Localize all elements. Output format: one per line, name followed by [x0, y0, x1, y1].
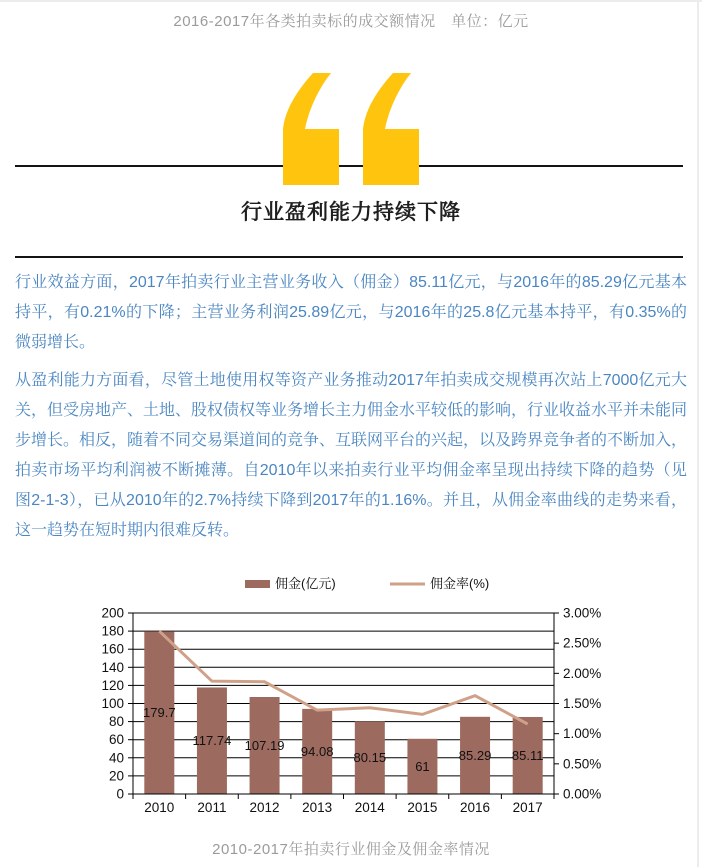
svg-text:2011: 2011 [197, 800, 227, 815]
svg-text:1.50%: 1.50% [563, 696, 602, 711]
article-body [15, 268, 687, 554]
svg-text:20: 20 [108, 768, 124, 784]
svg-text:0.50%: 0.50% [563, 756, 602, 772]
svg-text:2017: 2017 [512, 800, 543, 815]
section-heading: 行业盈利能力持续下降 [241, 201, 461, 224]
page-right-border [697, 0, 699, 867]
svg-text:2012: 2012 [249, 800, 280, 815]
quote-icon [283, 73, 419, 185]
svg-text:0.00%: 0.00% [563, 786, 602, 802]
divider-bottom [15, 256, 683, 258]
svg-text:2014: 2014 [354, 800, 385, 815]
svg-text:200: 200 [101, 605, 124, 621]
svg-text:61: 61 [415, 758, 430, 774]
article-paragraph: 从盈利能力方面看，尽管土地使用权等资产业务推动2017年拍卖成交规模再次站上7000亿元大关，但受房地产、土地、股权债权等业务增长主力佣金水平较低的影响，行业收益水平并未能同步增长。相反，随着不同交易渠道间的竞争、互联网平台的兴起，以及跨界竞争者的不断加入，拍卖市场平均利润被不断摊薄。自2010年以来拍卖行业平均佣金率呈现出持续下降的趋势（见图2-1-3），已从2010年的2.7%持续下降到2017年的1.16%。并且，从佣金率曲线的走势来看，这一趋势在短时期内很难反转。 [15, 372, 688, 539]
svg-text:85.11: 85.11 [511, 747, 544, 763]
svg-text:40: 40 [108, 750, 124, 766]
svg-text:2.00%: 2.00% [563, 665, 602, 681]
svg-text:2013: 2013 [302, 800, 333, 815]
commission-rate-chart [93, 575, 653, 825]
svg-text:140: 140 [101, 659, 124, 675]
svg-text:80.15: 80.15 [353, 750, 387, 766]
svg-text:2.50%: 2.50% [563, 635, 602, 651]
page-top-border [0, 0, 702, 2]
svg-text:佣金率(%): 佣金率(%) [430, 576, 490, 591]
previous-table-caption: 2016-2017年各类拍卖标的成交额情况 单位：亿元 [173, 13, 529, 30]
svg-text:2016: 2016 [460, 800, 491, 815]
svg-text:180: 180 [101, 623, 124, 639]
svg-text:2015: 2015 [407, 800, 438, 815]
svg-text:179.7: 179.7 [143, 705, 176, 721]
svg-text:107.19: 107.19 [244, 737, 285, 753]
svg-text:160: 160 [101, 641, 124, 657]
svg-text:0: 0 [116, 786, 124, 802]
svg-text:1.00%: 1.00% [563, 726, 602, 742]
svg-text:117.74: 117.74 [192, 733, 232, 749]
figure-caption: 2010-2017年拍卖行业佣金及佣金率情况 [212, 841, 490, 858]
svg-text:120: 120 [101, 677, 124, 693]
svg-text:80: 80 [108, 714, 124, 730]
svg-text:60: 60 [108, 732, 124, 748]
svg-text:85.29: 85.29 [458, 747, 492, 763]
svg-text:100: 100 [101, 696, 124, 711]
svg-text:2010: 2010 [144, 800, 175, 815]
article-paragraph: 行业效益方面，2017年拍卖行业主营业务收入（佣金）85.11亿元，与2016年的85.29亿元基本持平，有0.21%的下降；主营业务利润25.89亿元，与2016年的25.8亿元基本持平，有0.35%的微弱增长。 [15, 274, 687, 351]
svg-text:3.00%: 3.00% [563, 605, 602, 621]
svg-text:94.08: 94.08 [300, 743, 334, 759]
svg-text:佣金(亿元): 佣金(亿元) [275, 576, 336, 591]
